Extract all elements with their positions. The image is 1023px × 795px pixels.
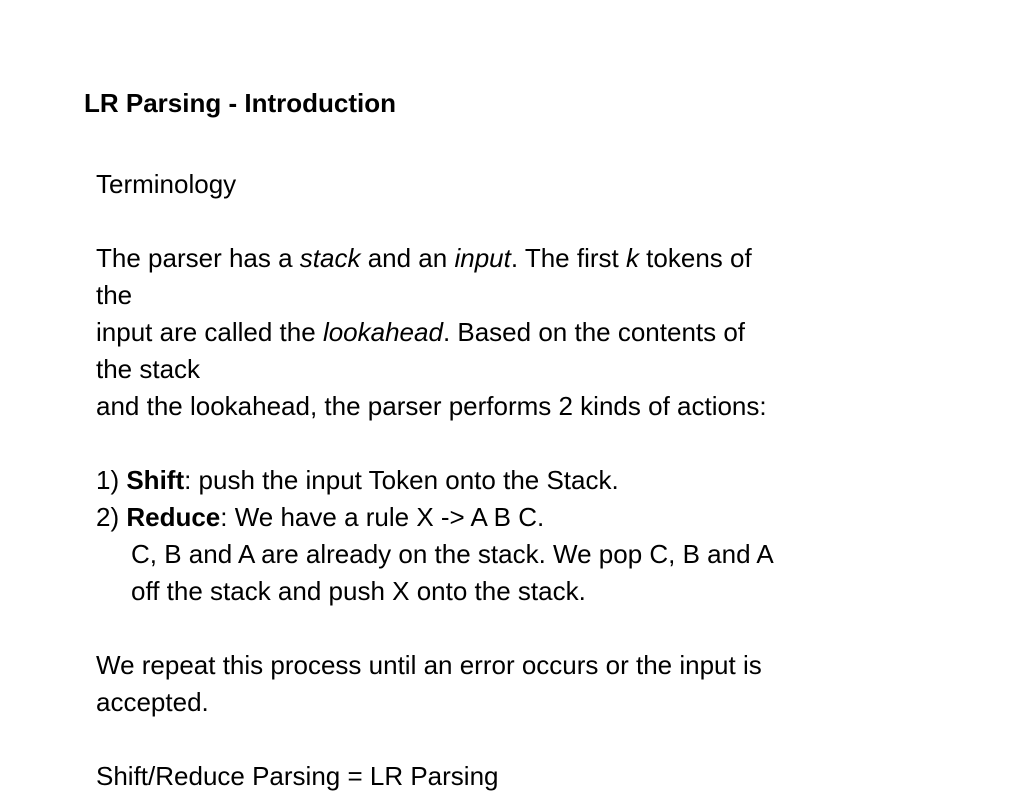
action-reduce	[96, 499, 916, 536]
paragraph-line: accepted.	[96, 687, 209, 717]
action-number: 2)	[96, 502, 127, 532]
term-k: k	[625, 243, 639, 273]
action-name: Shift	[126, 465, 185, 495]
term-stack: stack	[299, 243, 361, 273]
spacer	[96, 203, 916, 240]
text-run: The parser has a	[96, 243, 300, 273]
paragraph-line: the	[96, 280, 133, 310]
text-run: input are called the	[96, 317, 323, 347]
spacer	[96, 610, 916, 647]
text-run: . The first	[510, 243, 626, 273]
action-name: Reduce	[126, 502, 221, 532]
spacer	[96, 721, 916, 758]
action-reduce-detail: off the stack and push X onto the stack.	[131, 576, 586, 606]
action-reduce-detail: C, B and A are already on the stack. We pop C, B and A	[131, 539, 774, 569]
text-run: tokens of	[638, 243, 752, 273]
spacer	[96, 425, 916, 462]
action-number: 1)	[96, 465, 127, 495]
action-shift	[96, 462, 916, 499]
paragraph-line: and the lookahead, the parser performs 2 kinds of actions:	[96, 391, 767, 421]
paragraph-line: the stack	[96, 354, 201, 384]
paragraph-line: Shift/Reduce Parsing = LR Parsing	[96, 761, 499, 791]
paragraph-line: We repeat this process until an error occurs or the input is	[96, 650, 762, 680]
section-heading: Terminology	[96, 169, 237, 199]
term-lookahead: lookahead	[322, 317, 443, 347]
paragraph-line	[96, 314, 916, 351]
text-run: . Based on the contents of	[442, 317, 746, 347]
action-text: : We have a rule X -> A B C.	[220, 502, 545, 532]
action-text: : push the input Token onto the Stack.	[184, 465, 619, 495]
paragraph-line	[96, 240, 916, 277]
slide-body	[96, 166, 916, 795]
slide-title: LR Parsing - Introduction	[84, 88, 396, 118]
term-input: input	[454, 243, 511, 273]
text-run: and an	[360, 243, 455, 273]
